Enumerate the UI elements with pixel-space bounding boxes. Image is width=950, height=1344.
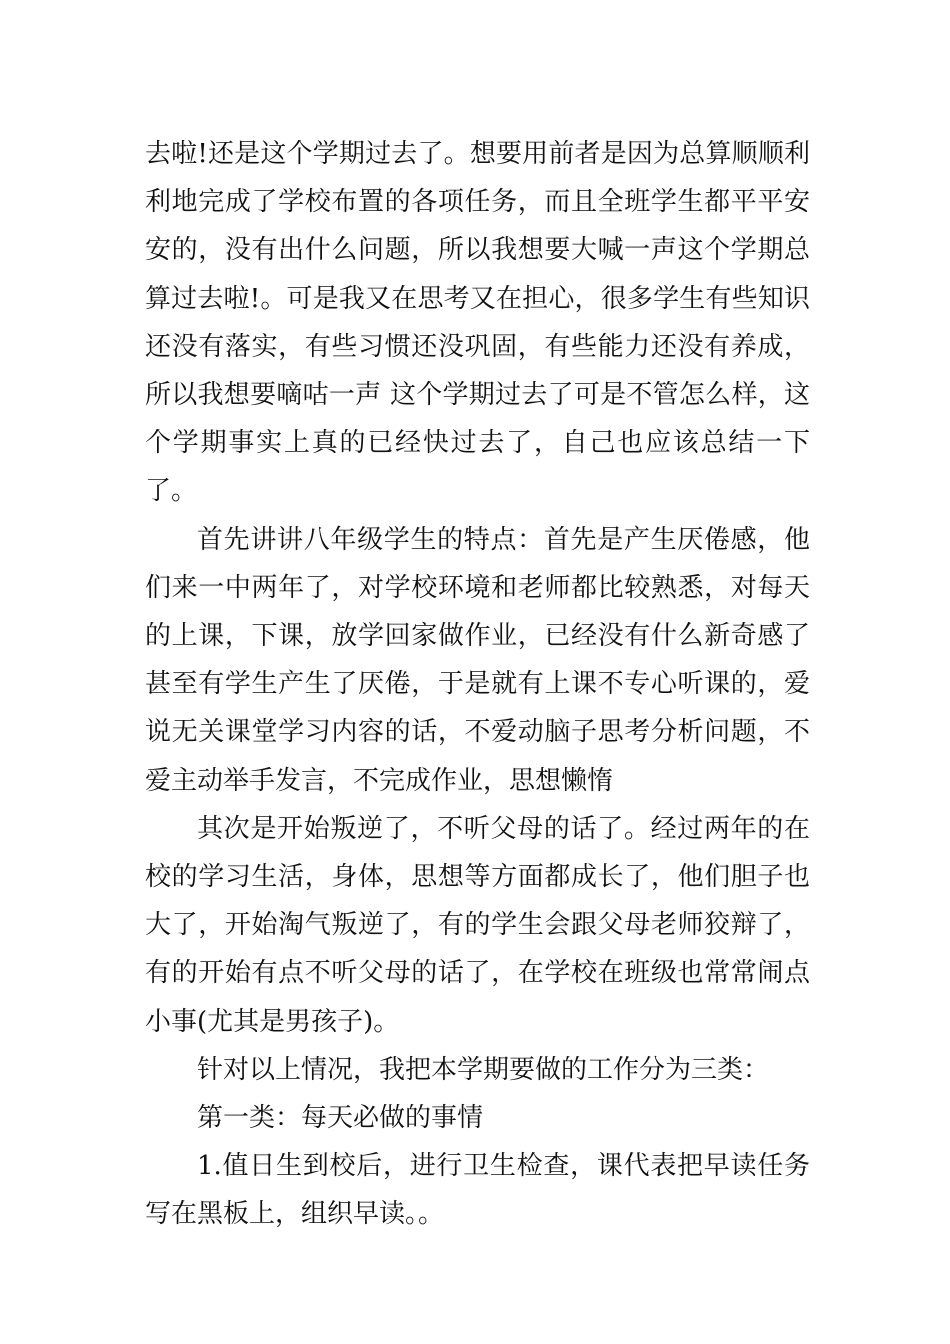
paragraph-2: 首先讲讲八年级学生的特点：首先是产生厌倦感，他们来一中两年了，对学校环境和老师都比较熟悉，对每天的上课，下课，放学回家做作业，已经没有什么新奇感了甚至有学生产生了厌倦，于是就有上课不专心听课的，爱说无关课堂学习内容的话，不爱动脑子思考分析问题，不爱主动举手发言，不完成作业，思想懒惰 <box>145 524 810 796</box>
document-body <box>145 130 810 1239</box>
paragraph-4: 针对以上情况，我把本学期要做的工作分为三类： <box>197 1054 770 1085</box>
paragraph-3: 其次是开始叛逆了，不听父母的话了。经过两年的在校的学习生活，身体，思想等方面都成长了，他们胆子也大了，开始淘气叛逆了，有的学生会跟父母老师狡辩了，有的开始有点不听父母的话了，在学校在班级也常常闹点小事(尤其是男孩子)。 <box>145 813 810 1037</box>
section-heading-category-1: 第一类：每天必做的事情 <box>197 1103 484 1134</box>
list-item-1: 1.值日生到校后，进行卫生检查，课代表把早读任务写在黑板上，组织早读。。 <box>145 1151 810 1230</box>
paragraph-1: 去啦!还是这个学期过去了。想要用前者是因为总算顺顺利利地完成了学校布置的各项任务，而且全班学生都平平安安的，没有出什么问题，所以我想要大喊一声这个学期总算过去啦!。可是我又在思考又在担心，很多学生有些知识还没有落实，有些习惯还没巩固，有些能力还没有养成，所以我想要嘀咕一声 这个学期过去了可是不管怎么样，这个学期事实上真的已经快过去了，自己也应该总结一下了。 <box>145 139 810 507</box>
